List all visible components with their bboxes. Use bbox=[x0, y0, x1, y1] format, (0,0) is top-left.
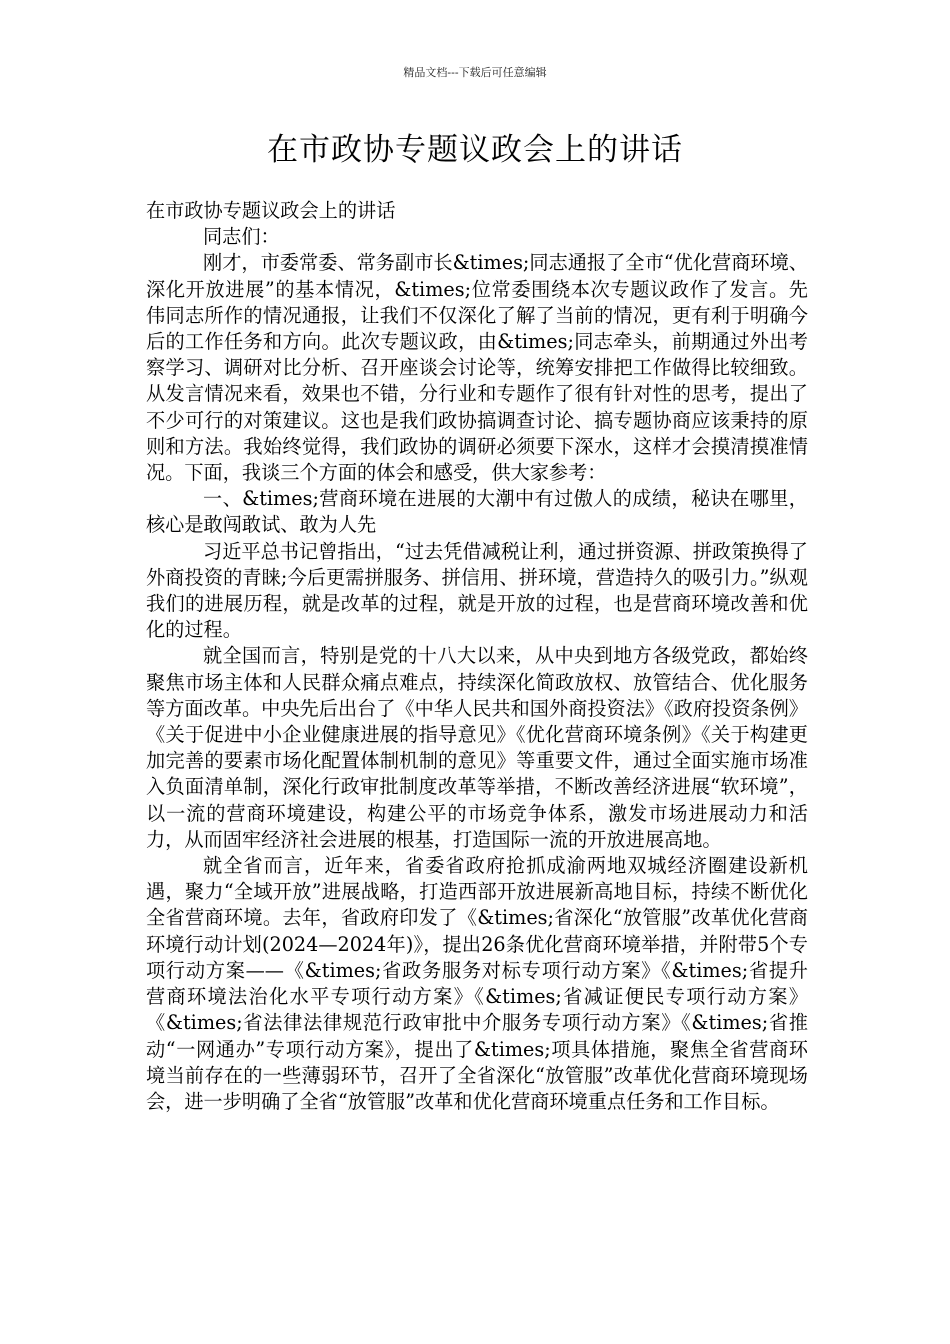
paragraph: 就全省而言，近年来，省委省政府抢抓成渝两地双城经济圈建设新机遇，聚力“全域开放”进展战略，打造西部开放进展新高地目标，持续不断优化全省营商环境。去年，省政府印发了《&times;省深化“放管服”改革优化营商环境行动计划(2024—2024年)》，提出26条优化营商环境举措，并附带5个专项行动方案——《&times;省政务服务对标专项行动方案》《&times;省提升营商环境法治化水平专项行动方案》《&times;省减证便民专项行动方案》《&times;省法律法律规范行政审批中介服务专项行动方案》《&times;省推动“一网通办”专项行动方案》，提出了&times;项具体措施，聚焦全省营商环境当前存在的一些薄弱环节，召开了全省深化“放管服”改革优化营商环境现场会，进一步明确了全省“放管服”改革和优化营商环境重点任务和工作目标。 bbox=[146, 854, 808, 1113]
document-body bbox=[146, 198, 808, 1115]
paragraph: 刚才，市委常委、常务副市长&times;同志通报了全市“优化营商环境、深化开放进展”的基本情况，&times;位常委围绕本次专题议政作了发言。先伟同志所作的情况通报，让我们不仅深化了解了当前的情况，更有利于明确今后的工作任务和方向。此次专题议政，由&times;同志牵头，前期通过外出考察学习、调研对比分析、召开座谈会讨论等，统筹安排把工作做得比较细致。从发言情况来看，效果也不错，分行业和专题作了很有针对性的思考，提出了不少可行的对策建议。这也是我们政协搞调查讨论、搞专题协商应该秉持的原则和方法。我始终觉得，我们政协的调研必须要下深水，这样才会摸清摸准情况。下面，我谈三个方面的体会和感受，供大家参考： bbox=[146, 251, 808, 485]
document-title: 在市政协专题议政会上的讲话 bbox=[267, 132, 683, 168]
document-subtitle: 在市政协专题议政会上的讲话 bbox=[146, 199, 396, 222]
salutation: 同志们： bbox=[203, 225, 280, 249]
section-heading: 一、&times;营商环境在进展的大潮中有过傲人的成绩，秘诀在哪里，核心是敢闯敢试、敢为人先 bbox=[146, 487, 808, 537]
paragraph: 就全国而言，特别是党的十八大以来，从中央到地方各级党政，都始终聚焦市场主体和人民群众痛点难点，持续深化简政放权、放管结合、优化服务等方面改革。中央先后出台了《中华人民共和国外商投资法》《政府投资条例》《关于促进中小企业健康进展的指导意见》《优化营商环境条例》《关于构建更加完善的要素市场化配置体制机制的意见》等重要文件，通过全面实施市场准入负面清单制，深化行政审批制度改革等举措，不断改善经济进展“软环境”，以一流的营商环境建设，构建公平的市场竞争体系，激发市场进展动力和活力，从而固牢经济社会进展的根基，打造国际一流的开放进展高地。 bbox=[146, 644, 808, 851]
paragraph: 习近平总书记曾指出，“过去凭借减税让利，通过拼资源、拼政策换得了外商投资的青睐;今后更需拼服务、拼信用、拼环境，营造持久的吸引力。”纵观我们的进展历程，就是改革的过程，就是开放的过程，也是营商环境改善和优化的过程。 bbox=[146, 539, 808, 642]
header-note: 精品文档---下载后可任意编辑 bbox=[403, 66, 547, 79]
